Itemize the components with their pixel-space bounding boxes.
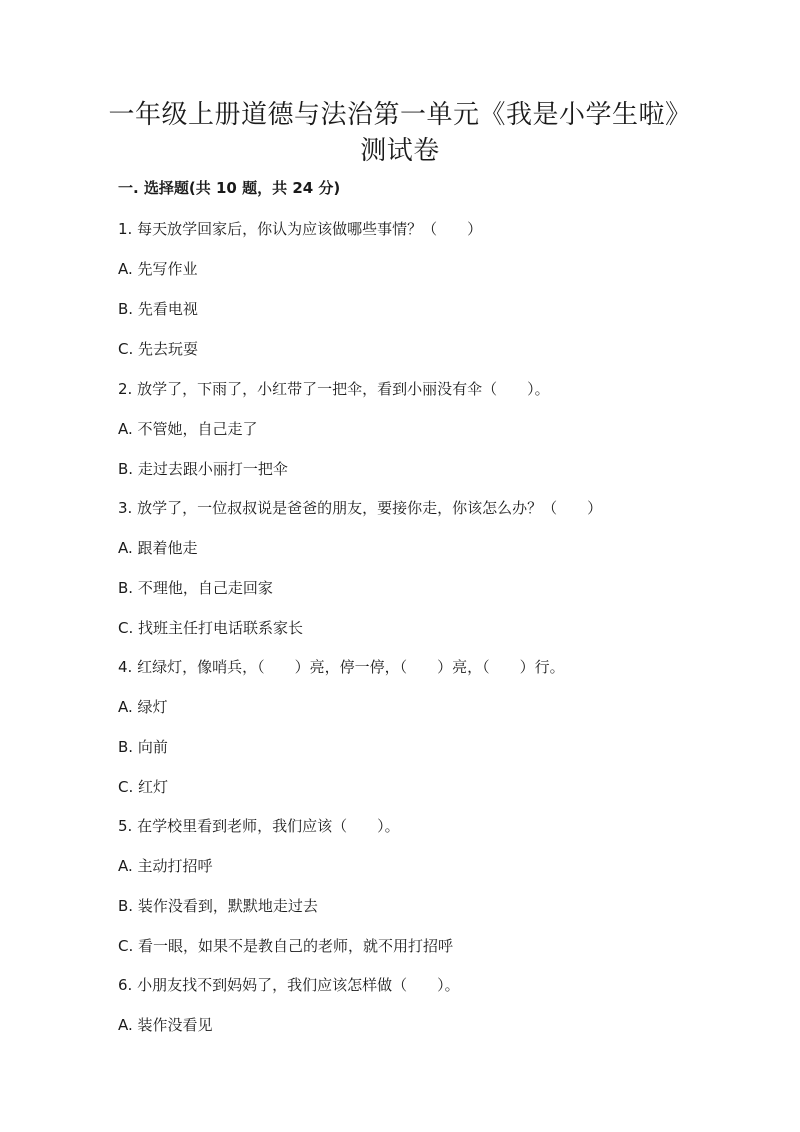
- question-3: 3. 放学了，一位叔叔说是爸爸的朋友，要接你走，你该怎么办？（ ）: [118, 499, 603, 517]
- question-5: 5. 在学校里看到老师，我们应该（ ）。: [118, 817, 400, 835]
- question-4: 4. 红绿灯，像哨兵，（ ）亮，停一停，（ ）亮，（ ）行。: [118, 658, 565, 676]
- question-5-option-a: A. 主动打招呼: [118, 857, 213, 875]
- question-2-option-b: B. 走过去跟小丽打一把伞: [118, 460, 288, 478]
- question-5-option-b: B. 装作没看到，默默地走过去: [118, 897, 318, 915]
- question-3-option-a: A. 跟着他走: [118, 539, 198, 557]
- page-subtitle: 测试卷: [360, 136, 440, 166]
- question-4-option-c: C. 红灯: [118, 778, 169, 796]
- question-1-option-c: C. 先去玩耍: [118, 340, 199, 358]
- question-4-option-b: B. 向前: [118, 738, 168, 756]
- question-5-option-c: C. 看一眼，如果不是教自己的老师，就不用打招呼: [118, 937, 454, 955]
- question-4-option-a: A. 绿灯: [118, 698, 168, 716]
- question-2-option-a: A. 不管她，自己走了: [118, 420, 258, 438]
- question-1-option-b: B. 先看电视: [118, 300, 198, 318]
- question-1: 1. 每天放学回家后，你认为应该做哪些事情？（ ）: [118, 220, 483, 238]
- question-2: 2. 放学了，下雨了，小红带了一把伞，看到小丽没有伞（ ）。: [118, 380, 550, 398]
- question-3-option-b: B. 不理他，自己走回家: [118, 579, 273, 597]
- question-6-option-a: A. 装作没看见: [118, 1016, 213, 1034]
- page-title: 一年级上册道德与法治第一单元《我是小学生啦》: [108, 100, 692, 130]
- section-heading: 一. 选择题(共 10 题，共 24 分): [118, 179, 341, 197]
- question-3-option-c: C. 找班主任打电话联系家长: [118, 619, 304, 637]
- question-6: 6. 小朋友找不到妈妈了，我们应该怎样做（ ）。: [118, 976, 460, 994]
- question-1-option-a: A. 先写作业: [118, 260, 198, 278]
